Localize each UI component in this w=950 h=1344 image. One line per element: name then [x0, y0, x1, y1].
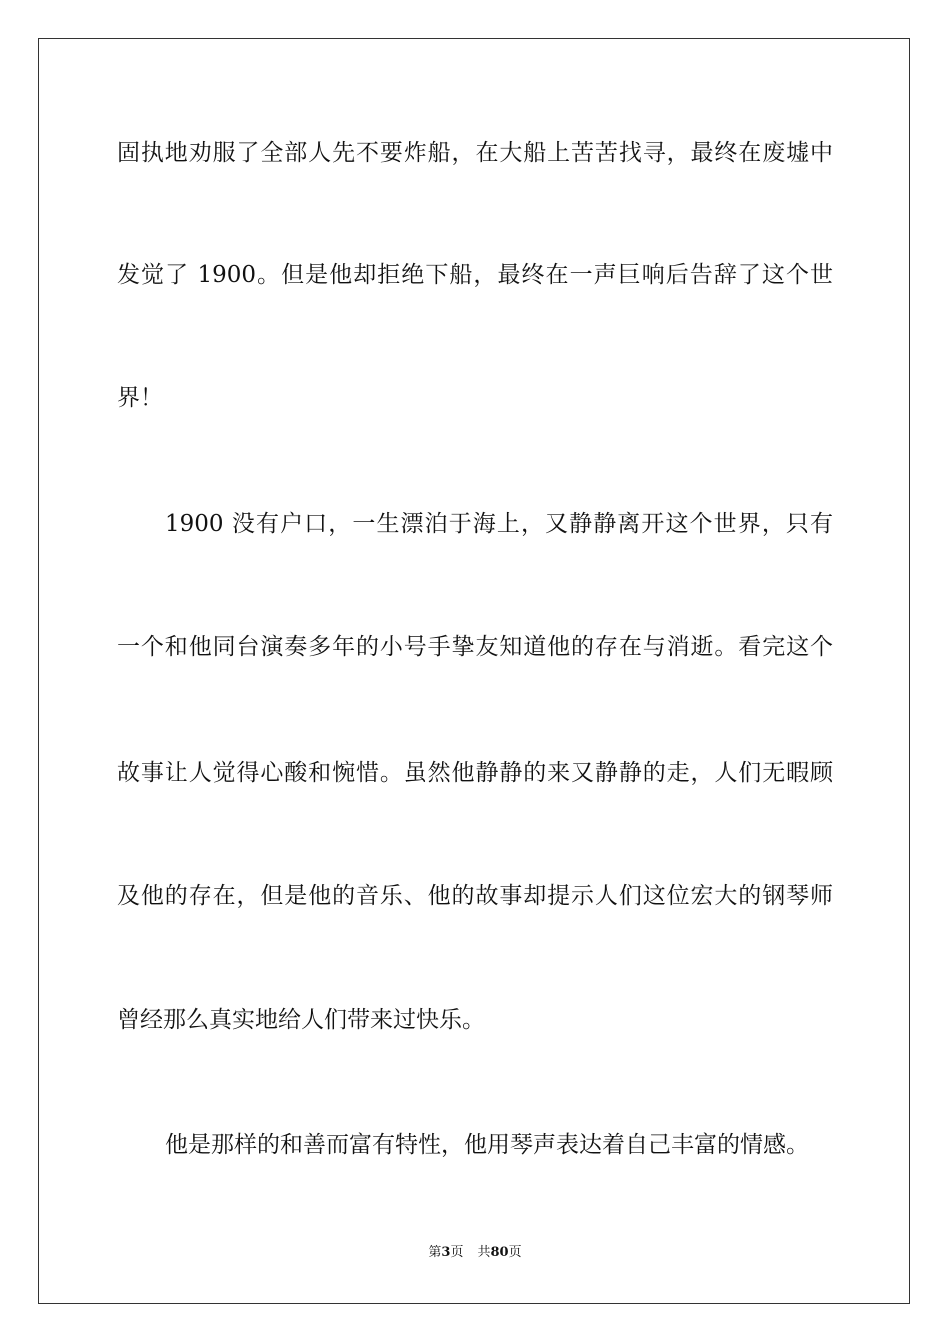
text-line: 界！: [117, 385, 163, 411]
paragraph-start-line: 1900 没有户口，一生漂泊于海上，又静静离开这个世界，只有: [165, 511, 833, 537]
text-line: 固执地劝服了全部人先不要炸船，在大船上苦苦找寻，最终在废墟中: [117, 140, 833, 166]
total-prefix: 共: [477, 1245, 491, 1260]
total-suffix: 页: [508, 1245, 522, 1260]
text-line: 故事让人觉得心酸和惋惜。虽然他静静的来又静静的走，人们无暇顾: [117, 760, 833, 786]
paragraph-start-line: 他是那样的和善而富有特性，他用琴声表达着自己丰富的情感。: [165, 1132, 809, 1158]
page-suffix: 页: [450, 1245, 464, 1260]
page-prefix: 第: [428, 1245, 442, 1260]
total-pages: 80: [490, 1245, 509, 1260]
text-line: 及他的存在，但是他的音乐、他的故事却提示人们这位宏大的钢琴师: [117, 883, 833, 909]
page-footer: [0, 1244, 950, 1262]
text-line: 一个和他同台演奏多年的小号手挚友知道他的存在与消逝。看完这个: [117, 634, 833, 660]
text-line: 发觉了 1900。但是他却拒绝下船，最终在一声巨响后告辞了这个世: [117, 262, 833, 288]
page-number: 3: [441, 1245, 451, 1260]
text-line: 曾经那么真实地给人们带来过快乐。: [117, 1007, 485, 1033]
page-border: [38, 38, 910, 1304]
